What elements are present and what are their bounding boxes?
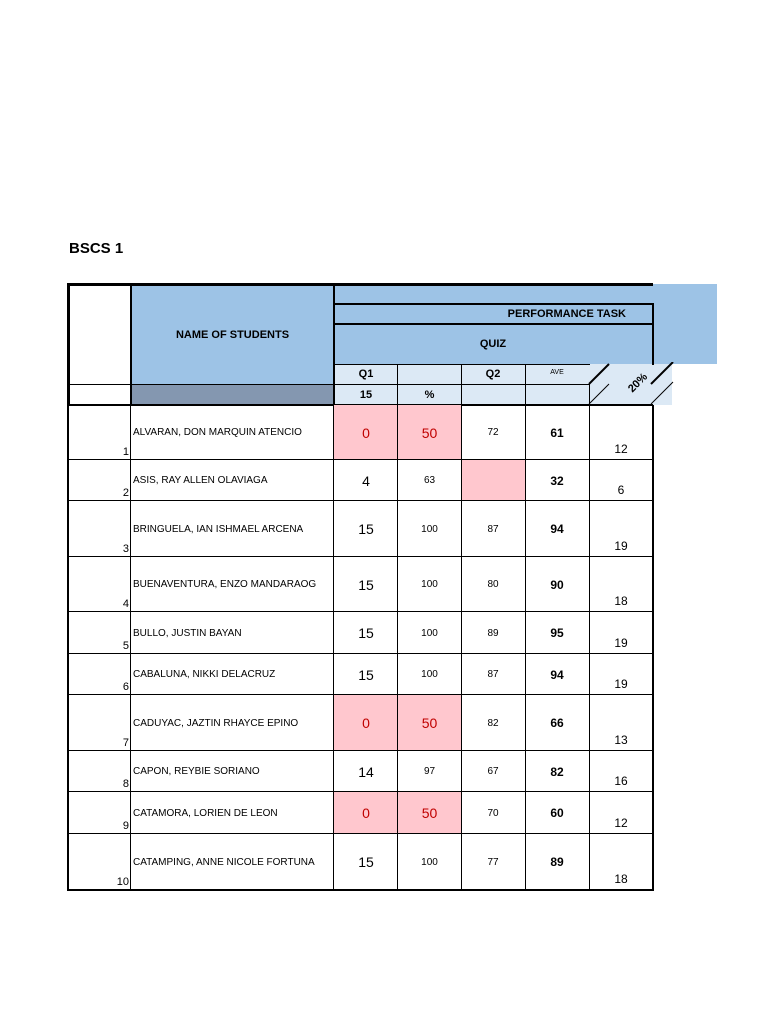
row-number: 3 (122, 543, 129, 555)
weighted-score: 19 (614, 677, 628, 691)
q1-score: 0 (362, 715, 370, 731)
q1-percent: 100 (421, 523, 438, 535)
student-name: CAPON, REYBIE SORIANO (133, 766, 260, 777)
q1-score: 0 (362, 805, 370, 821)
q1-score: 15 (358, 576, 374, 593)
row-number: 1 (122, 446, 129, 458)
average: 32 (550, 473, 564, 488)
hdr-vline-right (652, 303, 654, 365)
q1-percent: 100 (421, 669, 438, 680)
average: 89 (550, 855, 564, 869)
q2-score: 89 (487, 627, 499, 639)
student-name: CADUYAC, JAZTIN RHAYCE EPINO (133, 717, 299, 729)
weight-diagonal-lines (585, 362, 677, 408)
q1-score: 15 (358, 625, 374, 641)
row-number: 7 (122, 737, 129, 749)
hdr-line-3 (334, 364, 590, 365)
sheet-title: BSCS 1 (69, 240, 124, 257)
weighted-score: 13 (614, 733, 628, 747)
row-number: 2 (122, 487, 129, 499)
student-name: ASIS, RAY ALLEN OLAVIAGA (133, 475, 268, 486)
row-number: 5 (122, 640, 129, 652)
performance-task-header: PERFORMANCE TASK (507, 308, 626, 320)
student-name: CATAMORA, LORIEN DE LEON (133, 807, 278, 819)
q1-header: Q1 (358, 368, 374, 380)
q2-score: 80 (487, 579, 499, 590)
average: 66 (550, 716, 564, 730)
q1-percent: 100 (421, 627, 438, 639)
q1-percent: 50 (421, 715, 438, 731)
q1-score: 0 (362, 424, 370, 441)
percent-header: % (424, 389, 435, 401)
grid-vline (461, 405, 462, 891)
grid-vline (397, 405, 398, 891)
name-subheader-bg (131, 385, 334, 405)
row-number: 4 (122, 598, 129, 610)
q2-score: 72 (487, 427, 499, 438)
weighted-score: 12 (614, 442, 628, 456)
grid-vline (67, 405, 69, 891)
average: 90 (550, 577, 564, 592)
q1-percent: 100 (421, 856, 438, 868)
average: 94 (550, 522, 564, 536)
average: 95 (550, 626, 564, 640)
hdr-vline-name (333, 283, 335, 406)
weighted-score: 18 (614, 872, 628, 886)
q2-score: 82 (487, 717, 499, 729)
hdr-line-2 (334, 323, 653, 325)
grid-vline (333, 405, 334, 891)
ave-header: AVE (550, 368, 564, 376)
student-name: CATAMPING, ANNE NICOLE FORTUNA (133, 856, 315, 868)
row-number: 6 (122, 681, 129, 693)
average: 60 (550, 806, 564, 820)
weighted-score: 19 (614, 539, 628, 553)
grid-vline (589, 405, 590, 891)
hdr-vline-q2 (525, 364, 526, 405)
q2-score: 77 (487, 856, 499, 868)
hdr-left-border (67, 283, 70, 406)
q1-score: 15 (358, 854, 374, 870)
q1-score: 4 (362, 472, 370, 489)
q1-score: 14 (358, 763, 374, 780)
q1-score: 15 (358, 521, 374, 537)
row-number: 10 (116, 876, 129, 888)
hdr-vline-num (130, 283, 132, 406)
hdr-line-4 (67, 384, 590, 385)
row-number: 8 (122, 778, 129, 790)
row-border (67, 889, 653, 891)
table-top-border (67, 283, 653, 286)
student-name: CABALUNA, NIKKI DELACRUZ (133, 669, 276, 680)
q2-score: 87 (487, 523, 499, 535)
weight-header: 20% (625, 370, 651, 396)
q1-percent: 63 (423, 475, 436, 486)
average: 61 (550, 425, 564, 440)
hdr-line-1 (334, 303, 653, 305)
grid-vline (525, 405, 526, 891)
q1-percent: 97 (423, 766, 436, 777)
weighted-score: 6 (617, 483, 625, 497)
weighted-score: 12 (614, 816, 628, 830)
q1-percent: 50 (421, 424, 438, 441)
weighted-score: 19 (614, 636, 628, 650)
q2-score: 87 (487, 669, 499, 680)
student-name: BULLO, JUSTIN BAYAN (133, 627, 242, 639)
q1-items-header: 15 (359, 389, 373, 401)
name-of-students-header: NAME OF STUDENTS (175, 328, 290, 341)
hdr-vline-q1 (397, 364, 398, 405)
weighted-score: 18 (614, 594, 628, 608)
grid-vline (652, 405, 654, 891)
q1-score: 15 (358, 666, 374, 683)
q1-percent: 100 (421, 579, 438, 590)
average: 82 (550, 764, 564, 779)
quiz-header: QUIZ (479, 338, 507, 350)
grid-vline (130, 405, 131, 891)
student-name: BRINGUELA, IAN ISHMAEL ARCENA (133, 523, 304, 535)
hdr-vline-pct (461, 364, 462, 405)
q2-score: 67 (487, 766, 499, 777)
student-name: BUENAVENTURA, ENZO MANDARAOG (133, 579, 317, 590)
q2-header: Q2 (485, 368, 501, 380)
average: 94 (550, 667, 564, 682)
student-name: ALVARAN, DON MARQUIN ATENCIO (133, 427, 302, 438)
q1-percent: 50 (421, 805, 438, 821)
row-number: 9 (122, 820, 129, 832)
weighted-score: 16 (614, 774, 628, 788)
q2-score: 70 (487, 807, 499, 819)
q2-score (461, 460, 525, 501)
